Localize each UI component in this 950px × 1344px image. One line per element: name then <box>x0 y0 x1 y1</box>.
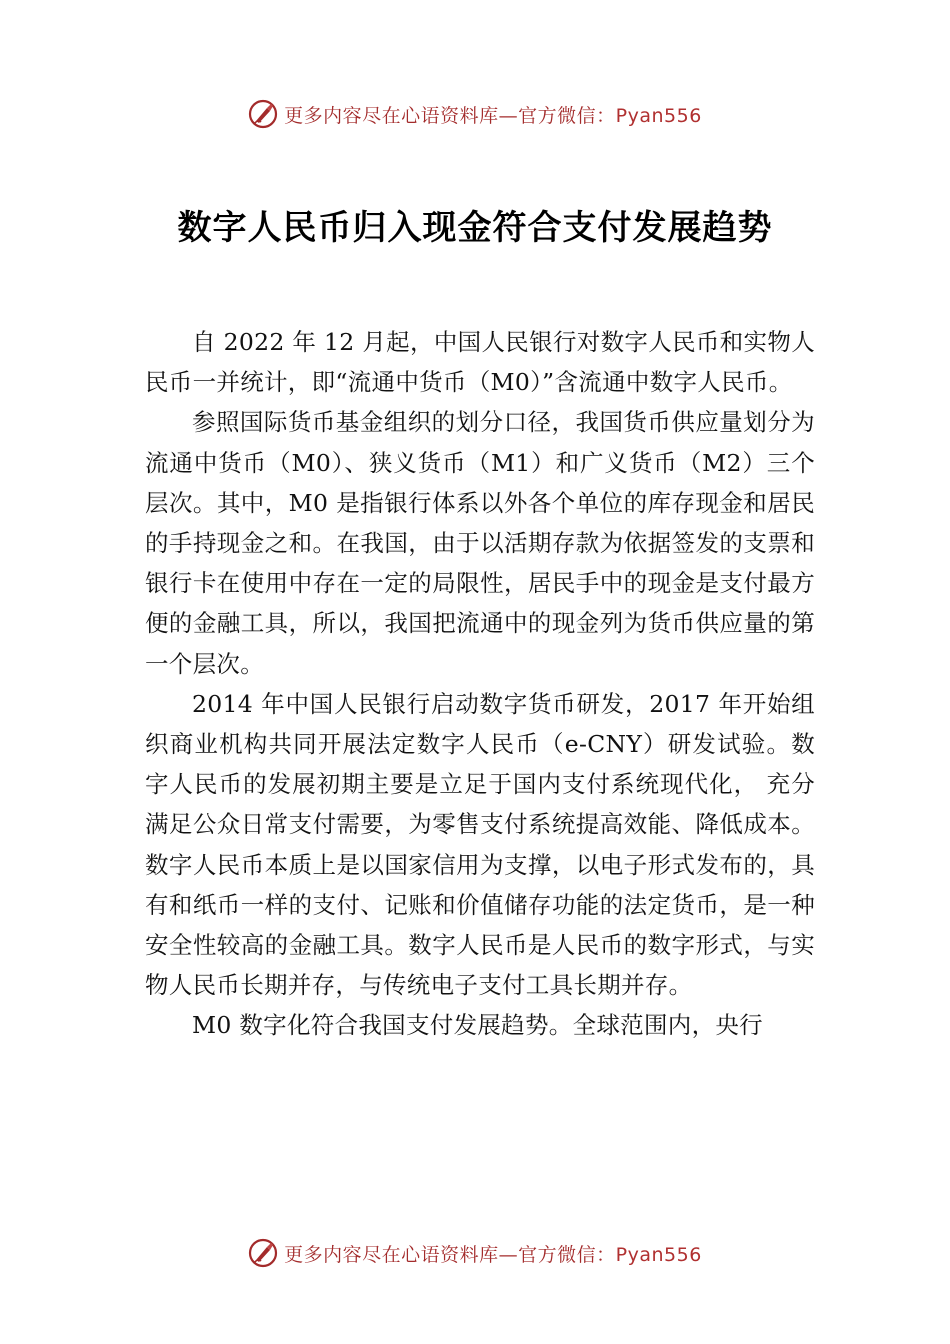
paragraph-1: 自 2022 年 12 月起，中国人民银行对数字人民币和实物人民币一并统计，即“流通中货币（M0）”含流通中数字人民币。 <box>145 328 815 397</box>
footer-banner-handle: Pyan556 <box>615 1243 702 1266</box>
footer-banner-text <box>284 1240 702 1267</box>
header-banner-label: 更多内容尽在心语资料库—官方微信： <box>284 104 616 127</box>
pen-nib-logo-icon <box>248 1238 278 1268</box>
paragraph-3: 2014 年中国人民银行启动数字货币研发，2017 年开始组织商业机构共同开展法定数字人民币（e-CNY）研发试验。数字人民币的发展初期主要是立足于国内支付系统现代化， 充分满足公众日常支付需要，为零售支付系统提高效能、降低成本。数字人民币本质上是以国家信用为支撑，以电子形式发布的，具有和纸币一样的支付、记账和价值储存功能的法定货币，是一种安全性较高的金融工具。数字人民币是人民币的数字形式，与实物人民币长期并存，与传统电子支付工具长期并存。 <box>145 689 815 1000</box>
footer-banner-label: 更多内容尽在心语资料库—官方微信： <box>284 1243 616 1266</box>
footer-banner <box>0 1236 950 1270</box>
paragraph-4: M0 数字化符合我国支付发展趋势。全球范围内，央行 <box>192 1011 763 1040</box>
header-banner <box>0 97 950 131</box>
header-banner-handle: Pyan556 <box>615 104 702 127</box>
header-banner-text <box>284 101 702 128</box>
pen-nib-logo-icon <box>248 99 278 129</box>
article-body <box>145 322 815 1046</box>
paragraph-2: 参照国际货币基金组织的划分口径，我国货币供应量划分为流通中货币（M0）、狭义货币（M1）和广义货币（M2）三个层次。其中，M0 是指银行体系以外各个单位的库存现金和居民的手持现金之和。在我国，由于以活期存款为依据签发的支票和银行卡在使用中存在一定的局限性，居民手中的现金是支付最方便的金融工具，所以，我国把流通中的现金列为货币供应量的第一个层次。 <box>145 408 815 678</box>
page-title: 数字人民币归入现金符合支付发展趋势 <box>177 208 773 248</box>
